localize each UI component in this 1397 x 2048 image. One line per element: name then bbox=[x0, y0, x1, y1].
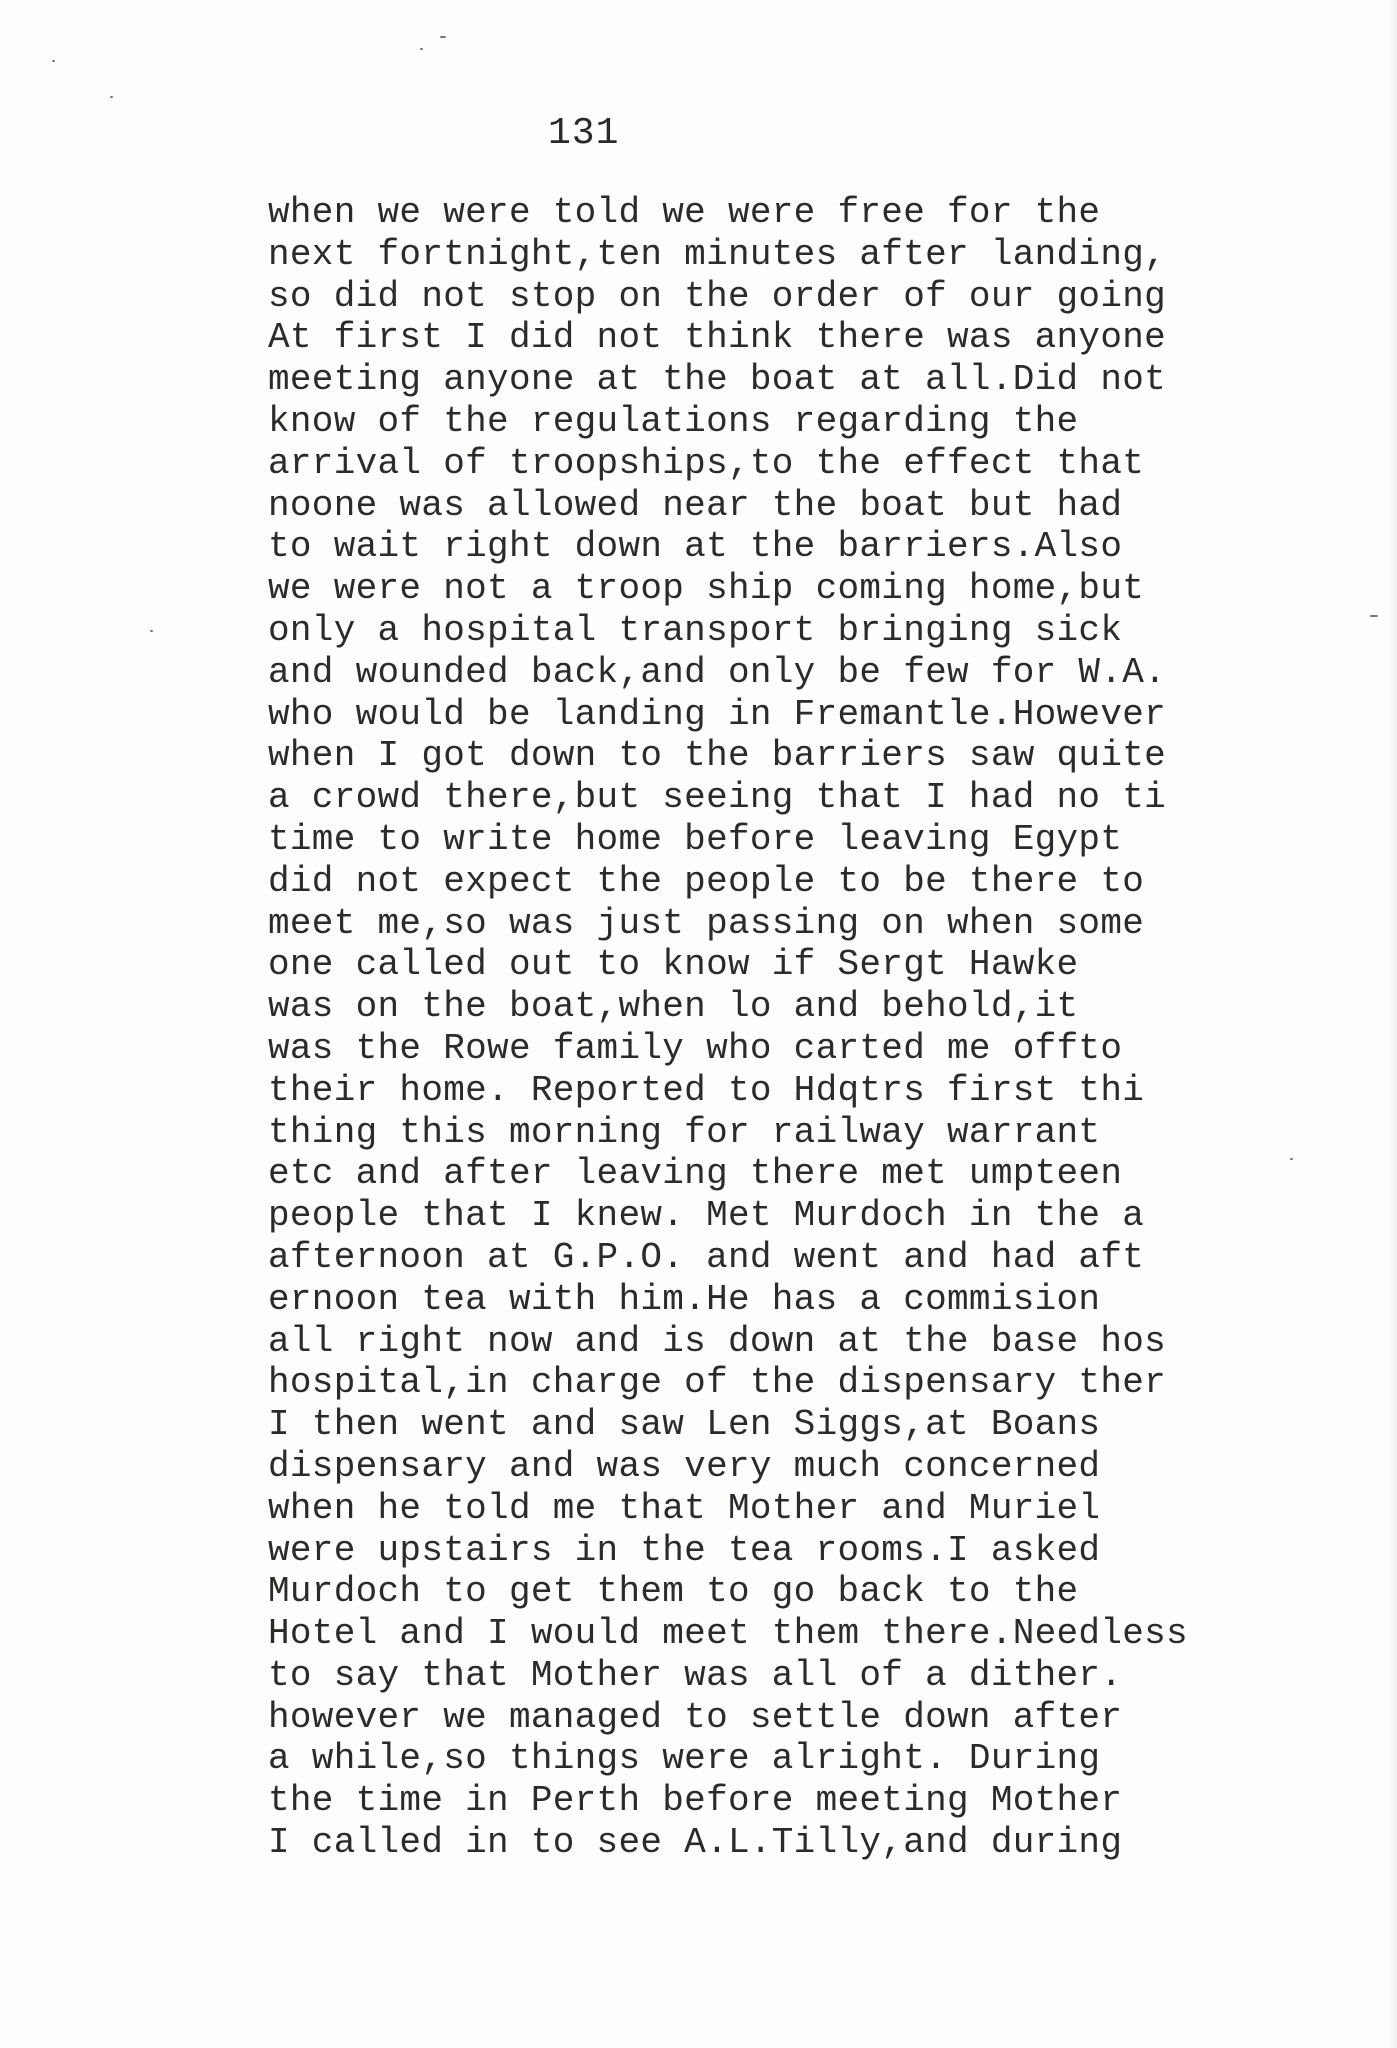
text-line: did not expect the people to be there to bbox=[268, 860, 1145, 902]
text-line: etc and after leaving there met umpteen bbox=[268, 1153, 1123, 1195]
text-line: next fortnight,ten minutes after landing, bbox=[268, 233, 1167, 275]
text-line: were upstairs in the tea rooms.I asked bbox=[268, 1529, 1101, 1571]
text-line: At first I did not think there was anyone bbox=[268, 317, 1167, 359]
text-line: Murdoch to get them to go back to the bbox=[268, 1571, 1079, 1613]
text-line: ernoon tea with him.He has a commision bbox=[268, 1278, 1101, 1320]
text-line: hospital,in charge of the dispensary ther bbox=[268, 1362, 1167, 1404]
text-line: know of the regulations regarding the bbox=[268, 400, 1079, 442]
scan-speck bbox=[420, 48, 423, 50]
scan-speck bbox=[1290, 1158, 1293, 1160]
text-line: a crowd there,but seeing that I had no ti bbox=[268, 777, 1167, 819]
text-line: a while,so things were alright. During bbox=[268, 1738, 1101, 1780]
scan-speck bbox=[440, 36, 446, 38]
text-line: to wait right down at the barriers.Also bbox=[268, 526, 1123, 568]
text-line: Hotel and I would meet them there.Needless bbox=[268, 1613, 1188, 1655]
scan-speck bbox=[52, 60, 55, 62]
text-line: when he told me that Mother and Muriel bbox=[268, 1487, 1101, 1529]
page-number: 131 bbox=[548, 112, 620, 155]
text-line: when I got down to the barriers saw quite bbox=[268, 735, 1167, 777]
scan-speck bbox=[1370, 615, 1378, 617]
text-line: only a hospital transport bringing sick bbox=[268, 609, 1123, 651]
text-line: so did not stop on the order of our going bbox=[268, 275, 1167, 317]
text-line: all right now and is down at the base hos bbox=[268, 1320, 1167, 1362]
text-line: dispensary and was very much concerned bbox=[268, 1445, 1101, 1487]
text-line: meet me,so was just passing on when some bbox=[268, 902, 1145, 944]
text-line: time to write home before leaving Egypt bbox=[268, 818, 1123, 860]
text-line: we were not a troop ship coming home,but bbox=[268, 568, 1145, 610]
scan-edge-shadow bbox=[1387, 0, 1397, 2048]
typed-text-body bbox=[268, 192, 1288, 1864]
text-line: the time in Perth before meeting Mother bbox=[268, 1780, 1123, 1822]
text-line: was on the boat,when lo and behold,it bbox=[268, 986, 1079, 1028]
scan-speck bbox=[150, 630, 153, 632]
text-line: I called in to see A.L.Tilly,and during bbox=[268, 1822, 1123, 1864]
text-line: I then went and saw Len Siggs,at Boans bbox=[268, 1404, 1101, 1446]
text-line: people that I knew. Met Murdoch in the a bbox=[268, 1195, 1145, 1237]
text-line: afternoon at G.P.O. and went and had aft bbox=[268, 1236, 1145, 1278]
text-line: meeting anyone at the boat at all.Did not bbox=[268, 359, 1167, 401]
text-line: thing this morning for railway warrant bbox=[268, 1111, 1101, 1153]
text-line: to say that Mother was all of a dither. bbox=[268, 1654, 1123, 1696]
text-line: their home. Reported to Hdqtrs first thi bbox=[268, 1069, 1145, 1111]
text-line: and wounded back,and only be few for W.A. bbox=[268, 651, 1167, 693]
text-line: arrival of troopships,to the effect that bbox=[268, 442, 1145, 484]
text-line: however we managed to settle down after bbox=[268, 1696, 1123, 1738]
text-line: was the Rowe family who carted me offto bbox=[268, 1027, 1123, 1069]
text-line: when we were told we were free for the bbox=[268, 192, 1101, 233]
text-line: who would be landing in Fremantle.However bbox=[268, 693, 1167, 735]
scan-speck bbox=[110, 96, 113, 98]
text-line: one called out to know if Sergt Hawke bbox=[268, 944, 1079, 986]
text-line: noone was allowed near the boat but had bbox=[268, 484, 1123, 526]
